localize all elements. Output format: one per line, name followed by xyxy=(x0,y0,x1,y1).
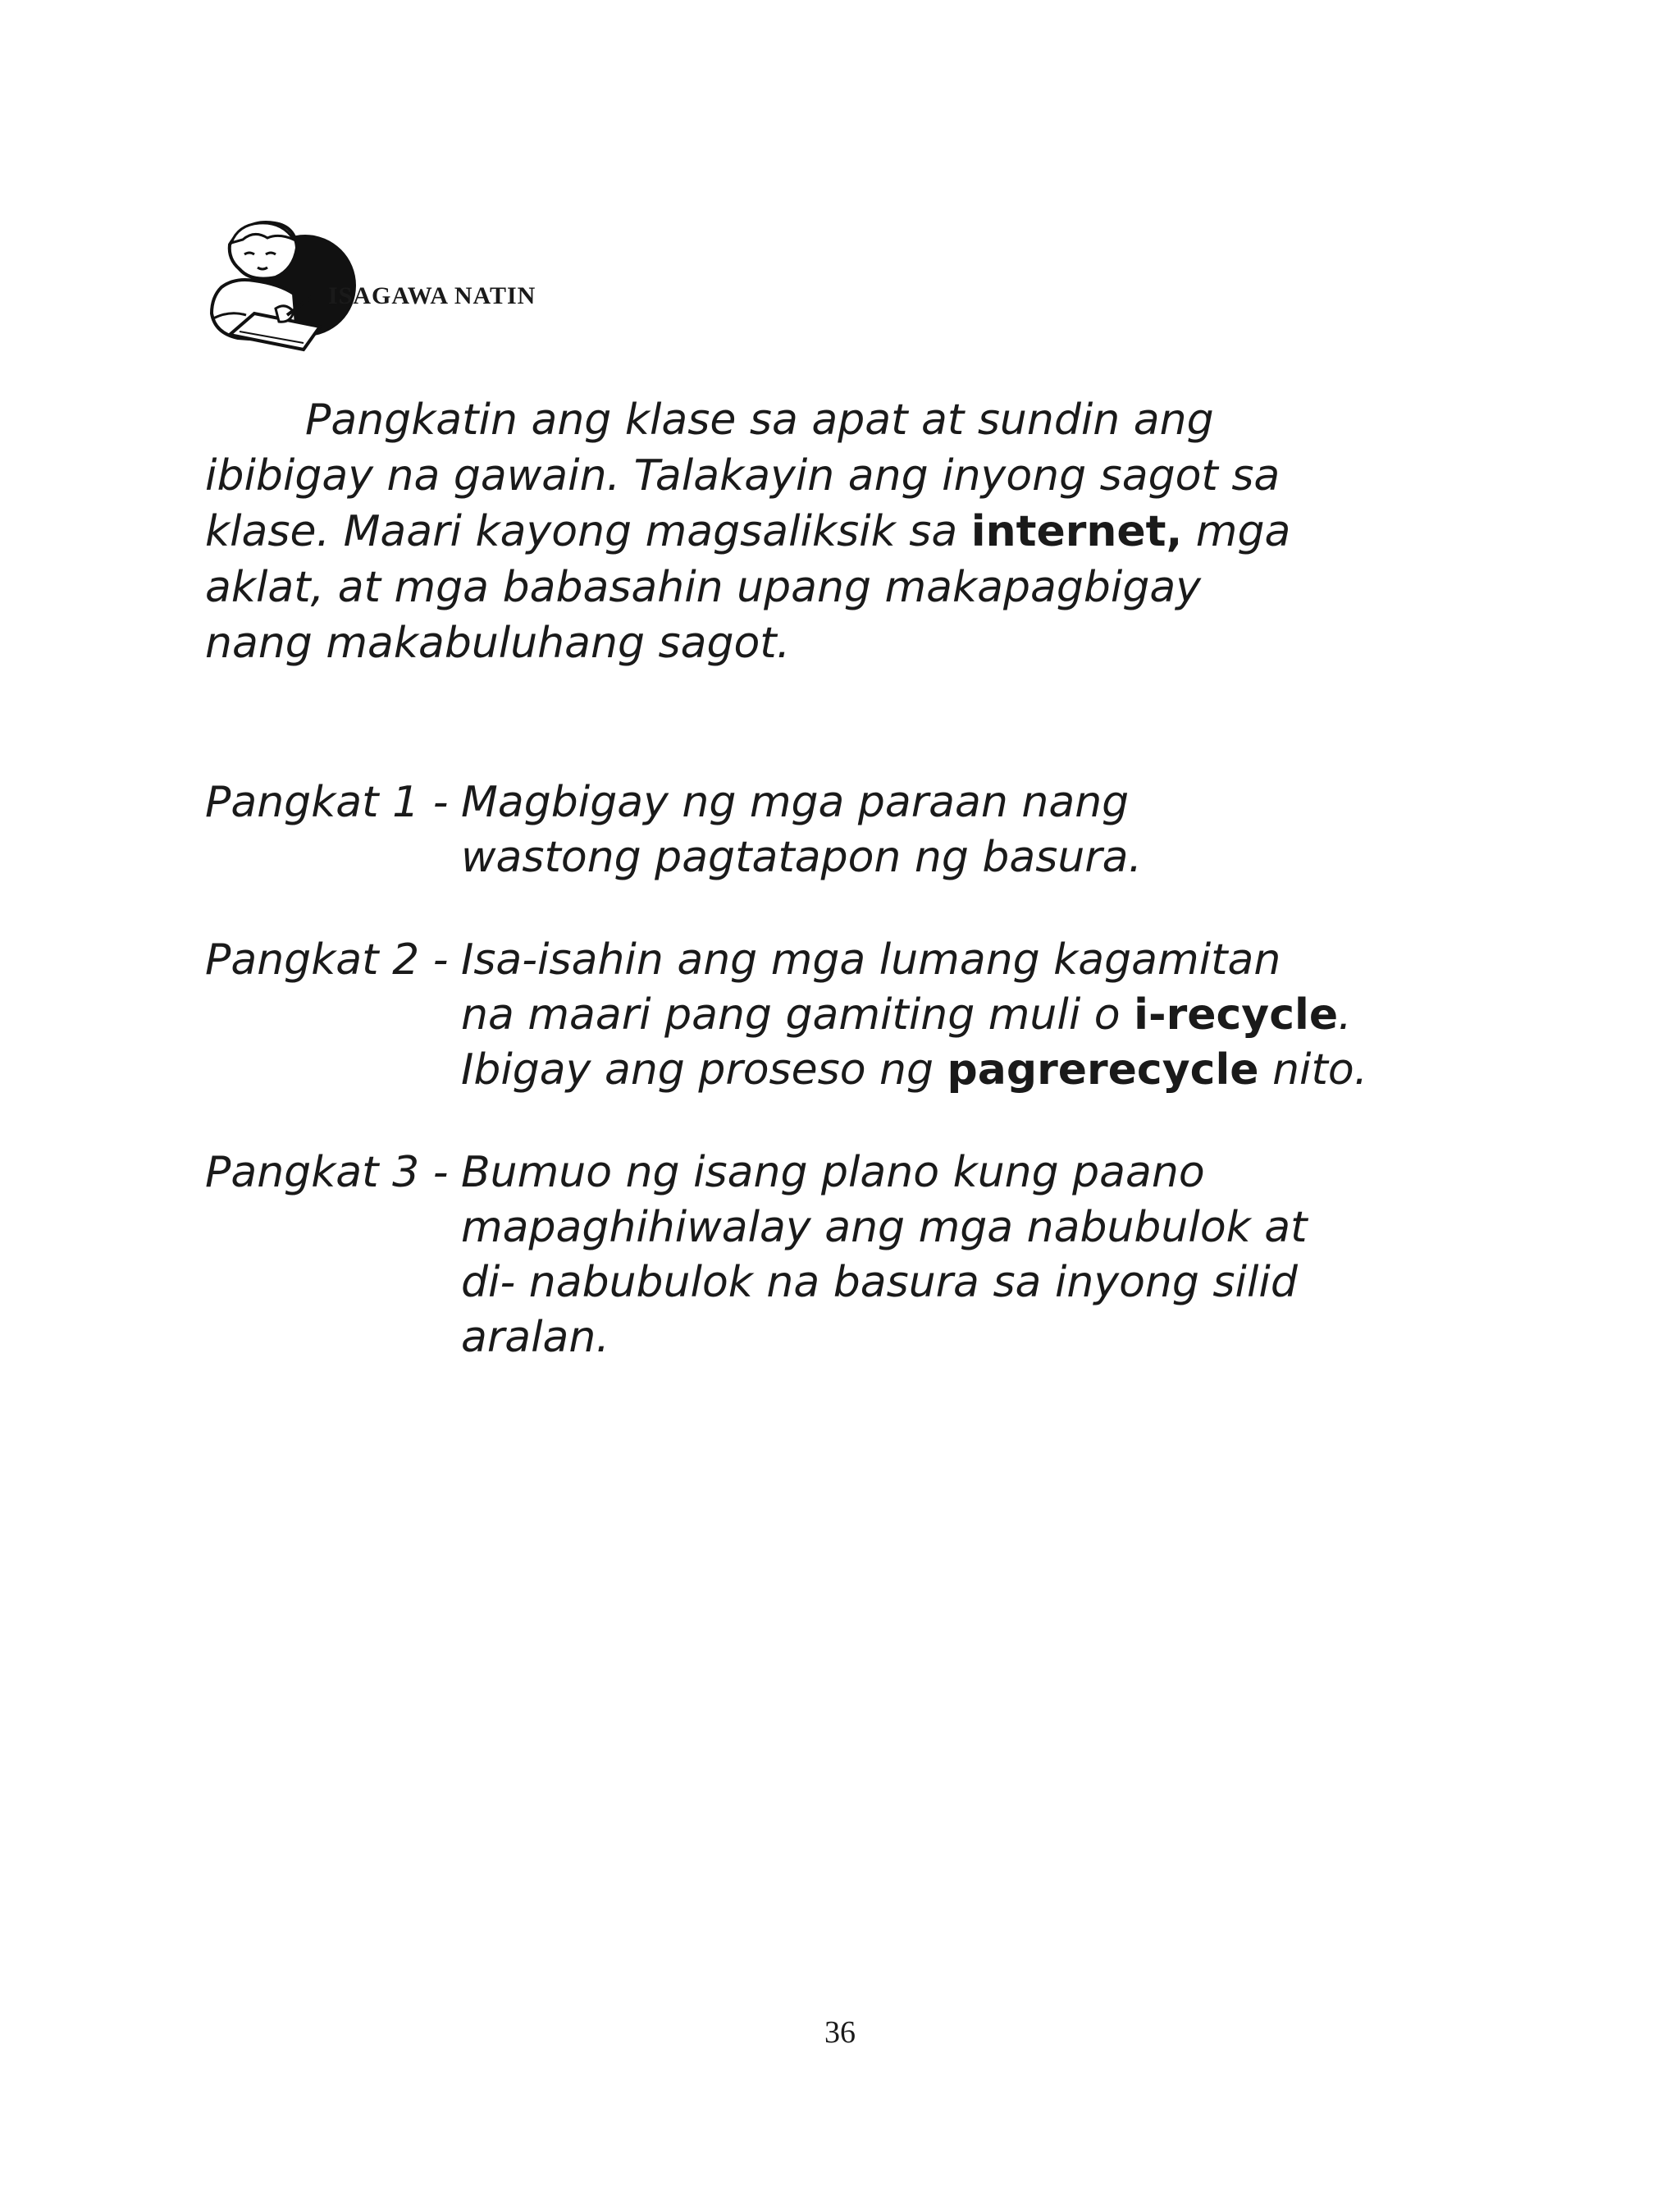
task-line xyxy=(461,1043,1485,1098)
task-text: nito. xyxy=(1258,1045,1368,1095)
group-task-item xyxy=(205,775,1485,885)
bold-term-pagrerecycle: pagrerecycle xyxy=(947,1045,1259,1095)
intro-line: mga xyxy=(1182,507,1291,556)
bold-term-i-recycle: i-recycle xyxy=(1134,990,1339,1040)
intro-line: nang makabuluhang sagot. xyxy=(205,619,791,668)
instructions-paragraph xyxy=(205,392,1378,671)
section-header xyxy=(197,212,656,359)
intro-line: ibibigay na gawain. Talakayin ang inyong sagot sa xyxy=(205,451,1281,501)
group-label: Pangkat 3 - xyxy=(205,1148,449,1197)
bold-term-internet: internet, xyxy=(970,507,1183,556)
task-line: Bumuo ng isang plano kung paano xyxy=(461,1148,1205,1197)
group-label: Pangkat 1 - xyxy=(205,778,449,827)
group-task-item xyxy=(205,933,1485,1098)
group-task-text xyxy=(461,1145,1485,1365)
group-task-item xyxy=(205,1145,1485,1365)
task-text: na maari pang gamiting muli o xyxy=(461,990,1134,1040)
group-task-list xyxy=(205,775,1485,1413)
task-text: Ibigay ang proseso ng xyxy=(461,1045,947,1095)
group-task-text xyxy=(461,775,1485,885)
intro-line: Pangkatin ang klase sa apat at sundin ang xyxy=(305,395,1214,445)
group-task-text xyxy=(461,933,1485,1098)
task-text: . xyxy=(1338,990,1352,1040)
intro-line: klase. Maari kayong magsaliksik sa xyxy=(205,507,971,556)
task-line: di- nabubulok na basura sa inyong silid xyxy=(461,1258,1298,1307)
task-line: Magbigay ng mga paraan nang xyxy=(461,778,1130,827)
task-line: aralan. xyxy=(461,1313,609,1362)
intro-line: aklat, at mga babasahin upang makapagbigay xyxy=(205,563,1201,612)
task-line: Isa-isahin ang mga lumang kagamitan xyxy=(461,935,1281,985)
page-number: 36 xyxy=(824,2015,856,2050)
task-line xyxy=(461,988,1485,1043)
section-title: ISAGAWA NATIN xyxy=(328,282,536,309)
task-line: wastong pagtatapon ng basura. xyxy=(461,833,1143,882)
group-label: Pangkat 2 - xyxy=(205,935,449,985)
task-line: mapaghihiwalay ang mga nabubulok at xyxy=(461,1203,1308,1252)
